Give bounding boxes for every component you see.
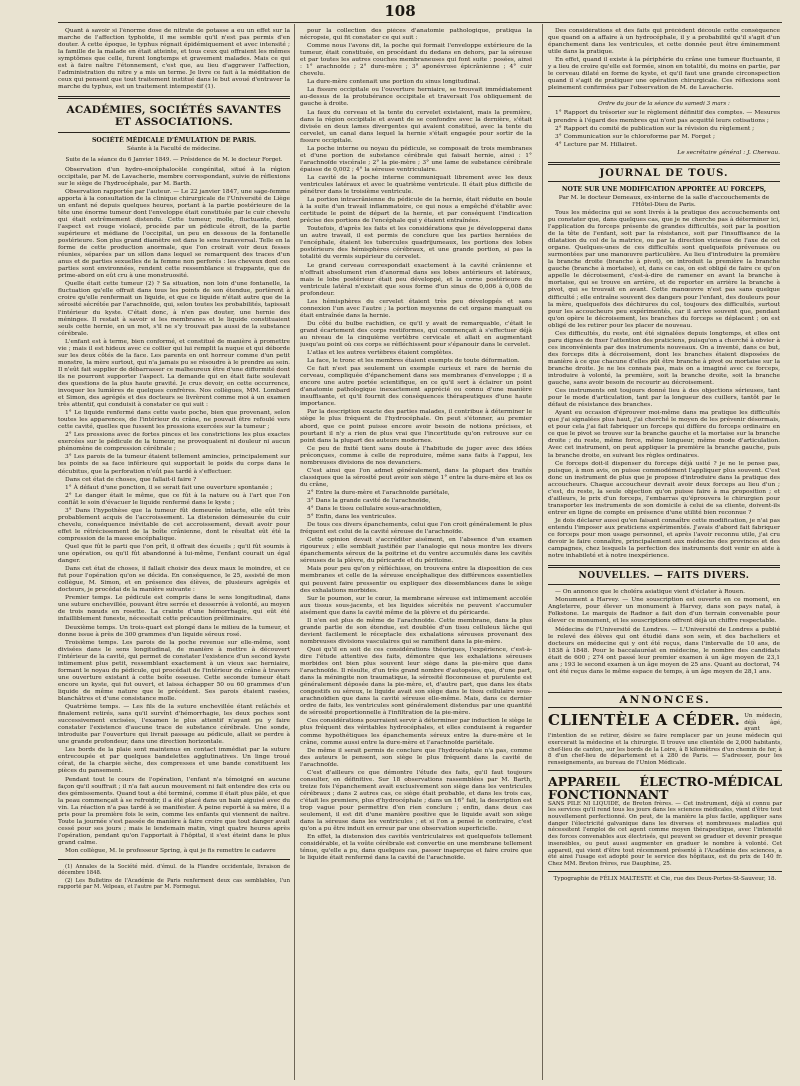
note-body [548, 210, 780, 560]
paragraph: Ces instruments ont toujours donné lieu à des objections sérieuses, tant pour le mode d'articulation, tant par la longueur des cuillers, tantôt par le défaut de résistance des branches. [548, 388, 780, 409]
paragraph: 1° À défaut d'une ponction, il se serait fait une ouverture spontanée ; [65, 484, 273, 491]
ad-appareil-text: SANS PILE NI LIQUIDE, de Breton frères. — Cet instrument, déjà si connu par les services qu'il rend tous les jours dans les sciences médicales, vient d'être tout nouvellement perfectionné. On peut, de la manière la plus facile, appliquer sans danger l'électricité galvanique dans les diverses et nombreuses maladies qui nécessitent l'emploi de cet agent comme moyen thérapeutique, avec l'intensité des forces convenables aux électrisés, qui peuvent se graduer et devenir presque insensibles, ou peut aussi augmenter en graduer le nombre à volonté. Cet appareil, qui vient d'être tout récemment présenté à l'Académie des sciences, a été ainsi l'usage est adopté pour le service des hôpitaux, est du prix de 140 fr. Chez MM. Breton frères, rue Dauphine, 25. [548, 800, 782, 867]
section-rule [58, 132, 290, 133]
agenda-item: 3° Communication sur le chloroforme par M. Forget ; [555, 133, 716, 140]
paragraph: Pendant tout le cours de l'opération, l'enfant n'a témoigné en aucune façon qu'il souffrait ; il n'a fait aucun mouvement ni fait entendre des cris ou des gémissements. Quand tout a été terminé, comme il était plus pâle, et que la peau commençait à se refroidir, il a été placé dans un bain aiguisé avec du vin. La réaction n'a pas tardé à se manifester. À peine reporté à sa mère, il a pris pour la première fois le sein, comme les enfants qui viennent de naître. Toute la journée s'est passée de manière à faire croire que tout danger avait cessé pour ses jours ; mais le lendemain matin, vingt quatre heures après l'opération, pendant qu'on l'apportait à l'hôpital, il s'est éteint dans le plus grand calme. [58, 776, 290, 846]
article-conclusion [548, 28, 780, 92]
secretary-signature: Le secrétaire général : J. Chereau. [677, 149, 780, 156]
paragraph: La dure-mère contenait une portion du sinus longitudinal. [307, 79, 481, 86]
ad-appareil-title: APPAREIL ÉLECTRO-MÉDICAL FONCTIONNANT [548, 773, 782, 802]
paragraph: La poche interne ou noyau du pédicule, se composait de trois membranes et d'une portion de substance cérébrale qui faisait hernie, ainsi : 1° l'arachnoïde viscérale ; 2° la pie-mère ; 3° une lame de substance cérébrale épaisse de 0,002 ; 4° la séreuse ventriculaire. [300, 145, 532, 173]
paragraph: Mon collègue, M. le professeur Spring, à qui je fis remettre le cadavre [65, 847, 276, 854]
agenda-item: 1° Rapport du trésorier sur le règlement définitif des comptes. — Mesures à prendre à l'égard des membres qui n'ont pas acquitté leurs cotisations ; [548, 110, 780, 124]
paragraph: La faux du cerveau et la tente du cervelet existaient, mais la première, dans la région occipitale et avant de se confondre avec la dernière, s'était divisée en deux lames divergentes qui avaient constitué, avec la tente du cervelet, un canal dans lequel la hernie s'était engagée pour sortir de la fissure occipitale. [300, 109, 532, 144]
ad-clientele-title: CLIENTÈLE A CÉDER. [548, 711, 741, 729]
paragraph: Ce fait n'est pas seulement un exemple curieux et rare de hernie du cerveau, compliquée d'épanchement dans ses membranes d'enveloppe ; il a encore une autre portée scientifique, en ce qu'il sert à éclairer un point d'anatomie pathologique inexactement apprécié ou connu d'une manière insuffisante, et qu'il fournit des conséquences thérapeutiques d'une haute importance. [300, 366, 532, 408]
paragraph: Ce peu de fixité tient sans doute à l'habitude de juger avec des idées préconçues, comme à celle de reproduire, même sans faits à l'appui, les nombreuses divisions de nos devanciers. [300, 445, 532, 466]
footnote: (1) Annales de la Société méd. d'émul. de la Flandre occidentale, livraison de décembre 1848. [58, 864, 290, 877]
footnote: (2) Les Bulletins de l'Académie de Paris renferment deux cas semblables, l'un rapporté par M. Velpeau, et l'autre par M. Formegui. [58, 877, 290, 891]
paragraph: L'enfant est à terme, bien conformé, et constitué de manière à promettre vie ; mais il est hideux avec ce collier qui lui remplit la nuque et qui déborde sur les deux côtés de la face. Les parents en ont horreur comme d'un petit monstre, la mère surtout, qui n'a jamais pu se résoudre à le prendre au sein. Il n'eût fait supplier de débarrasser ce malheureux être d'une difformité dont ils ne pourront supporter l'aspect. La demande qui en était faite soulevait des questions de la plus haute gravité. Je crus devoir, en cette occurrence, invoquer les lumières de quelques confrères. Nos collègues, MM. Lombard et Simon, des agrégés et des docteurs se livrèrent comme moi à un examen très attentif, qui conduisit à constater ce qui suit : [58, 338, 290, 409]
paragraph: Dans cet état de choses, il fallait choisir des deux maux le moindre, et ce fut pour l'opération qu'on se décida. En conséquence, le 25, assisté de mon collègue, M. Simon, et en présence des élèves, de plusieurs agrégés et docteurs, je procédai de la manière suivante : [58, 566, 290, 594]
paragraph: 3° Dans l'hypothèse que la tumeur fût demeurée intacte, elle eût très probablement acquis de l'accroissement. La distension démesurée du cuir chevelu, conséquence inévitable de cet accroissement, devait avoir pour effet le rétrécissement de la boîte crânienne, dont le résultat eût été la compression de la masse encéphalique. [58, 507, 290, 542]
paragraph: 1° Le liquide renfermé dans cette vaste poche, bien que provenant, selon toutes les apparences, de l'intérieur du crâne, ne pouvait être refoulé vers cette cavité, quelles que fussent les pressions exercées sur la tumeur ; [58, 410, 290, 431]
section-rule [58, 96, 290, 99]
paragraph: Il n'en est plus de même de l'arachnoïde. Cette membrane, dans la plus grande partie de son étendue, est doublée d'un tissu celluleux lâche qui devient facilement le réceptacle des exhalations séreuses provenant des nombreuses divisions vasculaires qui se ramifient dans la pie-mère. [300, 617, 532, 645]
agenda-title: Ordre du jour de la séance du samedi 3 mars : [598, 101, 730, 108]
paragraph: Les hémisphères du cervelet étaient très peu développés et sans connexion l'un avec l'autre ; la portion moyenne de cet organe manquait ou était entraînée dans la hernie. [300, 298, 532, 319]
page-number: 108 [384, 2, 416, 20]
news-item: — On annonce que le choléra asiatique vient d'éclater à Rouen. [555, 589, 745, 596]
paragraph: Par la description exacte des parties malades, il contribue à déterminer le siège le plus fréquent de l'hydrocéphale. On peut s'étonner, au premier abord, que ce point puisse encore avoir besoin de notions précises, et pourtant il n'y a rien de plus vrai que l'incertitude qu'on retrouve sur ce point dans la plupart des auteurs modernes. [300, 409, 532, 444]
paragraph: 5° Enfin, dans les ventricules. [307, 514, 397, 521]
intro-paragraph: Quant à savoir si l'énorme dose de nitrate de potasse a eu un effet sur la marche de l'affection typhoïde, il me semble qu'il n'est pas permis d'en douter. À cette époque, le typhus régnait épidémiquement et avec intensité ; la famille de la malade en était atteinte, et tous ceux qui offraient les mêmes symptômes que celle, furent longtemps et gravement malades. Mais ce qui est à faire naître l'étonnement, c'est que, au lieu d'aggraver l'affection, l'administration du nitre y a mis un terme. Je livre ce fait à la méditation de ceux qui pensent que tout traitement institué dans le but avoué d'entraver la marche du typhus, est un traitement intempestif (1). [58, 28, 290, 91]
paragraph: De même il serait permis de conclure que l'hydrocéphale n'a pas, comme des auteurs le pensent, son siège le plus fréquent dans la cavité de l'arachnoïde. [300, 747, 532, 768]
ad-clientele-text: Un médecin, déjà âgé, ayant l'intention de se retirer, désire se faire remplacer par un jeune médecin qui exercerait la médecine et la chirurgie. Il trouve une clientèle de 2,000 habitants, chef-lieu de canton, sur les bords de la Loire, à 8 kilomètres d'un chemin de fer, à 8 d'un chef-lieu de département et à 280 de Paris. — S'adresser, pour les renseignements, au bureau de l'Union Médicale. [548, 713, 782, 766]
paragraph: 2° Le danger était le même, que ce fût à la nature ou à l'art que l'on confiât le soin d'évacuer le liquide renfermé dans le kyste ; [58, 492, 290, 506]
annonces-section [548, 692, 782, 882]
paragraph: Observation rapportée par l'auteur. — Le 22 janvier 1847, une sage-femme apporta à la consultation de la clinique chirurgicale de l'Université de Liège un enfant né depuis quelques heures, portant à la partie postérieure de la tête une énorme tumeur dont l'enveloppe était constituée par le cuir chevelu qui était extrêmement distendu. Cette tumeur, molle, fluctuante, dont l'aspect est rouge violacé, procède par un pédicule étroit, de la partie supérieure et médiane de l'occipital, un peu en dessous de la fontanelle postérieure. Son plus grand diamètre est dans le sens transversal. Telle en la forme de cette production anormale, que l'on croirait voir deux fesses réunies, séparées par un sillon dans lequel se remarquent des traces d'un anus et de parties sexuelles de la femme non perforés : les cheveux dont ces parties sont environnées, rendent cette ressemblance si frappante, que de prime-abord on eût cru à une monstruosité. [58, 188, 290, 280]
article-body [300, 28, 532, 862]
paragraph: C'est ainsi que l'on admet généralement, dans la plupart des traités classiques que la sérosité peut avoir son siège 1° entre la dure-mère et les os du crâne, [300, 467, 532, 488]
session-line: Suite de la séance du 6 Janvier 1849. — Présidence de M. le docteur Forget. [65, 156, 283, 163]
divider [548, 565, 780, 568]
paragraph: Quatrième temps. — Les fils de la suture enchevillée étant relâchés et finalement retirés, sans qu'il survînt d'hémorrhagie, les deux poches sont successivement excisées, l'examen le plus attentif n'ayant pu y faire constater l'existence d'aucune trace de substance cérébrale. Une sonde, introduite par l'ouverture qui livrait passage au pédicule, allait se perdre à une grande profondeur, dans une direction horizontale. [58, 704, 290, 746]
paragraph: Cette opinion devait s'accréditer aisément, en l'absence d'un examen rigoureux ; elle semblait justifiée par l'analogie qui nous montre les divers épanchements séreux de la poitrine et du ventre accumulés dans les cavités séreuses de la plèvre, du péricarde et du péritoine. [300, 537, 532, 565]
society-name: SOCIÉTÉ MÉDICALE D'ÉMULATION DE PARIS. [91, 137, 257, 145]
paragraph: Toutefois, d'après les faits et les considérations que je développerai dans un autre travail, il est permis de conclure que les parties herniées de l'encéphale, étaient les tubercules quadrijumeaux, les portions des lobes postérieurs des hémisphères cérébraux, et une grande portion, si pas la totalité du vermis supérieur du cervelet. [300, 226, 532, 261]
news-item: Monument a Harvey. — Une souscription est ouverte en ce moment, en Angleterre, pour élever un monument à Harvey, dans son pays natal, à Folkstone. Le marquis de Radnor a fait don d'un terrain convenable pour élever ce monument, et les souscriptions offrent déjà un chiffre respectable. [548, 597, 780, 625]
paragraph: 2° Entre la dure-mère et l'arachnoïde pariétale, [307, 489, 450, 496]
paragraph: Ces considérations pourraient servir à déterminer par induction le siège le plus fréquent des véritables hydrocéphales, et elles conduisent à regarder comme hypothétiques les épanchements séreux entre la dure-mère et le crâne, comme aussi entre la dure-mère et l'arachnoïde pariétale. [300, 718, 532, 746]
paragraph: Deuxième temps. Un trois-quart est plongé dans le milieu de la tumeur, et donne issue à près de 300 grammes d'un liquide séreux rosé. [58, 624, 290, 638]
divider [548, 162, 780, 165]
paragraph: Quel que fût le parti que l'on prît, il offrait des écueils ; qu'il fût soumis à une opération, ou qu'il fût abandonné à lui-même, l'enfant courait un égal danger. [58, 544, 290, 565]
divider [548, 181, 780, 182]
ad-appareil [548, 775, 782, 872]
agenda-item: 2° Rapport du comité de publication sur la révision du règlement ; [555, 125, 755, 132]
note-author: Par M. le docteur Demeaux, ex-interne de la salle d'accouchements de l'Hôtel-Dieu de Paris. [558, 194, 770, 208]
footnotes [58, 864, 290, 891]
printer-line: Typographie de FÉLIX MALTESTE et Cie, rue des Deux-Portes-St-Sauveur, 18. [553, 875, 777, 882]
paragraph: Ayant eu occasion d'éprouver moi-même dans ma pratique les difficultés que j'ai signalées plus haut, j'ai cherché le moyen de les prévenir désormais, et pour cela j'ai fait fabriquer un forceps qui diffère du forceps ordinaire en ce que le pivot se trouve sur la branche gauche et la mortaise sur la branche droite ; du reste, même force, même longueur, même mode d'articulation. Avec cet instrument, on peut appliquer la première la branche gauche, puis la branche droite, en suivant les règles ordinaires. [548, 410, 780, 459]
ad-clientele [548, 713, 782, 771]
paragraph: Quoi qu'il en soit de ces considérations théoriques, l'expérience, c'est-à-dire l'étude attentive des faits, démontre que les exhalations séreuses morbides ont bien plus souvent leur siège dans la pie-mère que dans l'arachnoïde. Il résulte, d'un très grand nombre d'autopsies, que, d'une part, dans la méningite non traumatique, la sérosité floconneuse et purulente est généralement déposée dans la pie-mère, et, d'autre part, que dans les états congestifs ou séreux, le liquide avait son siège dans le tissu cellulaire sous-arachnoïdien que dans la cavité séreuse elle-même. Mais, dans ce dernier ordre de faits, les ventricules sont généralement distendus par une quantité de sérosité proportionnelle à l'infiltration de la pie-mère. [300, 646, 532, 717]
paragraph: pour la collection des pièces d'anatomie pathologique, pratiqua la nécropsie, qui fit constater ce qui suit : [300, 28, 532, 42]
news-body [548, 589, 780, 676]
paragraph: Ce forceps doit-il dispenser du forceps déjà usité ? je ne le pense pas, puisque, à mon avis, on puisse commodément l'appliquer plus souvent. C'est donc un instrument de plus que je propose d'introduire dans la pratique des accoucheurs. Chaque accoucheur devrait avoir deux forceps au lieu d'un ; c'est, du reste, la seule objection qu'on puisse faire à ma proposition ; et d'ailleurs, le prix d'un forceps, l'embarras qu'éprouvera le chirurgien pour transporter les instruments de son domicile à celui de sa cliente, doivent-ils entrer en ligne de compte en présence d'une utilité bien reconnue ? [548, 460, 780, 516]
annonces-title: ANNONCES. [548, 692, 782, 708]
news-item: Médecins de l'Université de Londres. — L'Université de Londres a publié le relevé des élèves qui ont étudié dans son sein, et des bacheliers et docteurs en médecine qui y ont été reçus, dans l'intervalle de 10 ans, de 1838 à 1848. Pour le baccalauréat en médecine, le nombre des candidats était de 600 ; 274 ont passé leur premier examen à un âge moyen de 23,1 ans ; 193 le second examen à un âge moyen de 25 ans. Quant au doctorat, 74 ont été reçus dans le même espace de temps, à un âge moyen de 28,1 ans. [548, 626, 780, 675]
divider [548, 584, 780, 585]
paragraph: Je dois déclarer aussi qu'en faisant connaître cette modification, je n'ai pas entendu l'imposer aux praticiens expérimentés. J'avais d'abord fait fabriquer ce forceps pour mon usage personnel, et après l'avoir reconnu utile, j'ai cru devoir le faire connaître, principalement aux médecins des provinces et des campagnes, chez lesquels la perfection des instruments doit venir en aide à notre inhabileté et à notre inexpérience. [548, 517, 780, 560]
paragraph: En effet, quand il existe à la périphérie du crâne une tumeur fluctuante, il y a lieu de croire qu'elle est formée, sinon en totalité, du moins en partie, par le cerveau dilaté en forme de kyste, et qu'il faut une grande circonspection quand il s'agit de pratiquer une opération chirurgicale. Ces réflexions sont pleinement confirmées par l'observation de M. de Lavacherie. [548, 57, 780, 92]
paragraph: Comme nous l'avons dit, la poche qui formait l'enveloppe extérieure de la tumeur, était constituée, en procédant du dedans en dehors, par la séreuse et par toutes les autres couches membraneuses qui font suite : posées, ainsi : 1° arachnoïde ; 2° dure-mère ; 3° aponévrose épicrânienne ; 4° cuir chevelu. [300, 43, 532, 78]
agenda-item: 4° Lecture par M. Hillairet. [555, 141, 638, 148]
paragraph: Observation d'un hydro-encéphalocèle congénital, situé à la région occipitale, par M. de Lavacherie, membre correspondant, suivie de réflexions sur le siège de l'hydrocéphale, par M. Barth. [58, 166, 290, 187]
paragraph: Sur le poumon, sur le cœur, la membrane séreuse est intimement accolée aux tissus sous-jacents, et les liquides sécrétés ne peuvent s'accumuler aisément que dans la cavité même de la plèvre et du péricarde. [300, 595, 532, 616]
paragraph: Des considérations et des faits qui précèdent découle cette conséquence que quand on a affaire à un hydrocéphale, il y a probabilité qu'il s'agit d'un épanchement dans les ventricules, et cette donnée peut être éminemment utile dans la pratique. [548, 28, 780, 56]
paragraph: Tous les médecins qui se sont livrés à la pratique des accouchements ont pu constater que, dans quelques cas, que je ne cherche pas à déterminer ici, l'application du forceps présente de grandes difficultés, soit par la position de la tête de l'enfant, soit par la résistance, soit par l'insuffisance de la dilatation du col de la matrice, ou par la direction vicieuse de l'axe de cet organe. Quelques-unes de ces difficultés sont quelquefois prévenues ou surmontées par une manœuvre particulière. Au lieu d'introduire la première la branche droite (branche à pivot), on introduit la première la branche gauche (branche à mortaise), et, dans ce cas, on est obligé de faire ce qu'on appelle le décroisement, c'est-à-dire de ramener en avant la branche à mortaise, qui se trouve en arrière, et de reporter en arrière la branche à pivot, qui se trouvait en avant. Cette manœuvre n'est pas sans quelque difficulté ; elle entraîne souvent des dangers pour l'enfant, des douleurs pour la mère, quelquefois des déchirures du col, toujours des difficultés, surtout pour les accoucheurs peu expérimentés, car il arrive souvent que, pendant qu'on opère le décroisement, les branches du forceps se déplacent ; on est obligé de les retirer pour les placer de nouveau. [548, 209, 780, 329]
paragraph: Ces difficultés, du reste, ont été signalées depuis longtemps, et elles ont paru dignes de fixer l'attention des praticiens, puisqu'on a cherché à obvier à ces inconvénients par des instruments nouveaux. On a inventé, dans ce but, des forceps dits à décroisement, dont les branches étaient disposées de manière à ce que chacune d'elles pût être branche à pivot ou mortaise sur la branche droite. Je ne les connais pas, mais on a imaginé avec ce forceps, introduire à volonté, la première, soit la branche droite, soit la branche gauche, sans avoir besoin de recourir au décroisement. [548, 330, 780, 387]
top-rule [58, 22, 782, 23]
paragraph: 3° Dans la grande cavité de l'arachnoïde, [307, 498, 431, 504]
paragraph: La face, le tronc et les membres étaient exempts de toute déformation. [307, 358, 520, 365]
paragraph: Les bords de la plaie sont maintenus en contact immédiat par la suture entrecoupée et par quelques bandelettes agglutinatives. Un linge troué cérat, de la charpie sèche, des compresses et une bande constituent les pièces du pansement. [58, 747, 290, 775]
paragraph: Mais pour peu qu'on y réfléchisse, on trouvera entre la disposition de ces membranes et celle de la séreuse encéphalique des différences essentielles qui peuvent faire pressentir ou expliquer des dissemblances dans le siège des exhalations morbides. [300, 566, 532, 594]
paragraph: Du côté du bulbe rachidien, ce qu'il y avait de remarquable, c'était le grand écartement des corps restiformes, qui commençait à s'effectuer déjà au niveau de la cinquième vertèbre cervicale et allait en augmentant jusqu'au point où ces corps se réfléchissent pour s'épanouir dans le cervelet. [300, 320, 532, 349]
journal-title: JOURNAL DE TOUS. [599, 167, 729, 179]
footnote-rule [58, 859, 290, 860]
section-title: ACADÉMIES, SOCIÉTÉS SAVANTES ET ASSOCIATIONS. [66, 104, 282, 129]
paragraph: C'est d'ailleurs ce que démontre l'étude des faits, qu'il faut toujours consulter, en définitive. Sur 18 observations rassemblées par M. Barth, treize fois l'épanchement avait exclusivement son siège dans les ventricules cérébraux ; dans 2 autres cas, ce siège était probable, et dans les trois cas, c'était les premiers, plus d'hydrocéphale ; dans un 16° fait, la description est trop vague pour permettre d'en rien conclure ; enfin, dans deux cas seulement, il est dit d'une manière positive que le liquide avait son siège dans la séreuse dans les ventricules ; et si l'on a pensé le contraire, c'est qu'on a pu être induit en erreur par une observation superficielle. [300, 769, 532, 833]
paragraph: 3° Les parois de la tumeur étaient tellement amincies, principalement sur les points de sa face inférieure qui supportait le poids du corps dans le décubitus, que la perforation n'eût pas tardé à s'effectuer. [58, 454, 290, 475]
paragraph: Le grand cerveau correspondait exactement à la cavité crânienne et n'offrait absolument rien d'anormal dans ses lobes antérieurs et latéraux, mais le lobe postérieur était peu développé, et la corne postérieure du ventricule latéral n'existait que sous forme d'un sinus de 0,006 à 0,008 de profondeur. [300, 262, 532, 297]
paragraph: 4° Dans le tissu cellulaire sous-arachnoïdien, [307, 506, 442, 513]
column-divider [542, 24, 543, 1080]
paragraph: Troisième temps. Les parois de la poche revenue sur elle-même, sont divisées dans le sens longitudinal, de manière à mettre à découvert l'intérieur de la cavité, qui permet de constater l'existence d'un second kyste intimement plus petit, ressemblant exactement à un vieux sac herniaire, formant le noyau du pédicule, qui procédait de l'intérieur du crâne à travers une ouverture existant à cette boîte osseuse. Cette seconde tumeur était encore un kyste, qui fut ouvert, et laissa échapper 50 ou 60 grammes d'un liquide de même nature que le précédent. Ses parois étaient rasées, blanchâtres et d'une consistance molle. [58, 639, 290, 702]
paragraph: Premier temps. Le pédicule est compris dans le sens longitudinal, dans une suture enchevillée, pouvant être serrée et desserrée à volonté, au moyen de trois nœuds en rosette. La crainte d'une hémorrhagie, qui eût été infailliblement funeste, nécessitait cette précaution préliminaire. [58, 595, 290, 623]
divider [548, 96, 780, 97]
article-body [58, 167, 290, 855]
news-title: NOUVELLES. — FAITS DIVERS. [578, 571, 750, 582]
paragraph: 2° Les pressions avec de fortes pinces et les constrictions les plus exactes exercées sur le pédicule de la tumeur, ne provoquaient ni douleur ni aucun phénomène de compression cérébrale ; [58, 432, 290, 453]
column-2 [300, 28, 532, 1080]
paragraph: La cavité de la poche interne communiquait librement avec les deux ventricules latéraux et avec le quatrième ventricule. Il était plus difficile de pénétrer dans le troisième ventricule. [300, 174, 532, 196]
agenda-list [548, 110, 780, 148]
paragraph: La portion intracrânienne du pédicule de la hernie, était réduite en boule à la suite d'un travail inflammatoire, ce qui nous a empêché d'établir avec certitude le point de départ de la hernie, et par conséquent l'indication précise des portions de l'encéphale qui y étaient entraînées. [300, 197, 532, 225]
paragraph: Dans cet état de choses, que fallait-il faire ? [65, 476, 197, 483]
column-1 [58, 28, 290, 1080]
paragraph: Quelle était cette tumeur (2) ? Sa situation, non loin d'une fontanelle, la fluctuation qu'elle offrait dans tous les points de son étendue, portèrent à croire qu'elle renfermait un liquide, et que ce liquide n'était autre que de la sérosité sécrétée par l'arachnoïde, qui, selon toutes les probabilités, tapissait l'intérieur du kyste. C'était donc, à n'en pas douter, une hernie des méninges. Il restait à savoir si les membranes et le liquide constituaient seuls cette hernie, en un mot, s'il ne s'y trouvait pas aussi de la substance cérébrale. [58, 281, 290, 337]
paragraph: L'atlas et les autres vertèbres étaient complètes. [307, 350, 454, 357]
column-divider [294, 24, 295, 1080]
paragraph: De tous ces divers épanchements, celui que l'on croit généralement le plus fréquent est celui de la cavité séreuse de l'arachnoïde. [300, 522, 532, 536]
note-title: NOTE SUR UNE MODIFICATION APPORTÉE AU FORCEPS, [561, 185, 767, 193]
column-3 [548, 28, 780, 688]
society-subtitle: Séante à la Faculté de médecine. [127, 146, 221, 153]
paragraph: La fissure occipitale ou l'ouverture herniaire, se trouvait immédiatement au-dessus de la protubérance occipitale et traversait l'os obliquement de gauche à droite. [300, 87, 532, 108]
paragraph: En effet, la distension des cavités ventriculaires est quelquefois tellement considérable, et la voûte cérébrale est convertie en une membrane tellement ténue, qu'elle a pu, dans quelques cas, passer inaperçue et faire croire que le liquide était renfermé dans la cavité de l'arachnoïde. [300, 834, 532, 862]
